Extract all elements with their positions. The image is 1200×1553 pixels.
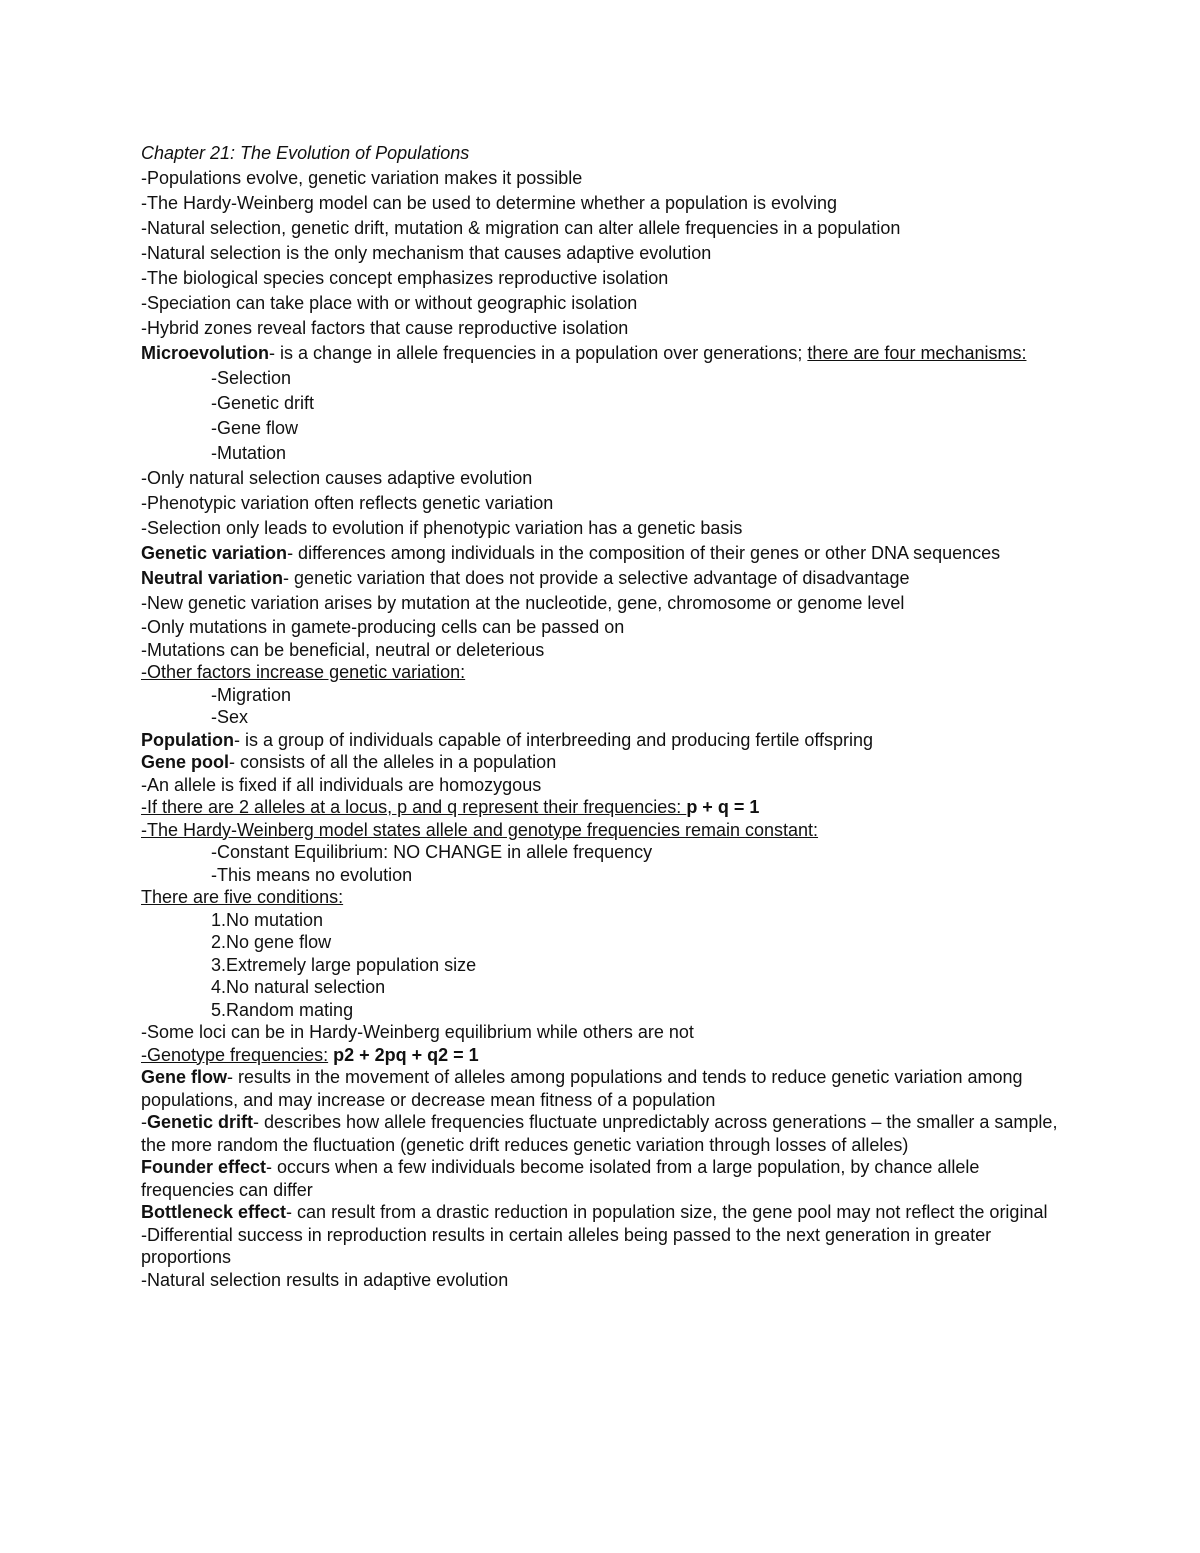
genetic-drift-definition <box>141 1111 1071 1156</box>
founder-effect-definition <box>141 1156 1071 1201</box>
condition-item: 5.Random mating <box>211 999 354 1020</box>
intro-line: -Hybrid zones reveal factors that cause reproductive isolation <box>141 318 629 338</box>
intro-line: -Speciation can take place with or without geographic isolation <box>141 293 638 313</box>
hw-item: -This means no evolution <box>211 864 413 885</box>
underlined-text: there are four mechanisms: <box>807 343 1027 363</box>
note-line: -Some loci can be in Hardy-Weinberg equilibrium while others are not <box>141 1022 694 1042</box>
definition: - is a group of individuals capable of interbreeding and producing fertile offspring <box>234 729 874 750</box>
gene-pool-definition <box>141 751 1071 774</box>
definition: - is a change in allele frequencies in a population over generations; <box>269 343 808 363</box>
term: Genetic drift <box>147 1112 254 1132</box>
note-line: -Only mutations in gamete-producing cells can be passed on <box>141 617 625 637</box>
term: Founder effect <box>141 1157 267 1177</box>
definition: - can result from a drastic reduction in population size, the gene pool may not reflect the original <box>286 1202 1048 1222</box>
note-line: -Mutations can be beneficial, neutral or deleterious <box>141 639 545 660</box>
underlined-text: -If there are 2 alleles at a locus, p and q represent their frequencies: <box>141 797 687 817</box>
term: Gene flow <box>141 1067 228 1087</box>
note-line: -Phenotypic variation often reflects genetic variation <box>141 493 554 513</box>
gene-flow-definition <box>141 1066 1071 1111</box>
intro-line: -Populations evolve, genetic variation makes it possible <box>141 168 583 188</box>
definition: - consists of all the alleles in a population <box>229 752 557 772</box>
intro-line: -Natural selection, genetic drift, mutation & migration can alter allele frequencies in a population <box>141 218 901 238</box>
two-alleles-line <box>141 796 1071 819</box>
condition-item: 3.Extremely large population size <box>211 954 477 975</box>
condition-item: 1.No mutation <box>211 909 324 930</box>
note-line: -Differential success in reproduction results in certain alleles being passed to the next generation in greater proportions <box>141 1224 992 1267</box>
note-line: -An allele is fixed if all individuals are homozygous <box>141 774 542 795</box>
other-factors-heading: -Other factors increase genetic variation: <box>141 662 466 682</box>
definition: - describes how allele frequencies fluctuate unpredictably across generations – the smaller a sample, the more random the fluctuation (genetic drift reduces genetic variation through losses of alleles) <box>141 1112 1058 1155</box>
condition-item: 2.No gene flow <box>211 932 332 952</box>
genotype-frequencies-line <box>141 1044 1071 1067</box>
term: Neutral variation <box>141 568 284 588</box>
term: Microevolution <box>141 343 270 363</box>
hw-model-heading: -The Hardy-Weinberg model states allele and genotype frequencies remain constant: <box>141 819 819 840</box>
note-line: -Only natural selection causes adaptive evolution <box>141 468 533 488</box>
genetic-variation-definition <box>141 541 1071 566</box>
population-definition <box>141 729 1071 752</box>
intro-line: -Natural selection is the only mechanism that causes adaptive evolution <box>141 243 712 263</box>
bottleneck-effect-definition <box>141 1201 1071 1224</box>
factor-item: -Migration <box>211 684 292 705</box>
definition: - occurs when a few individuals become isolated from a large population, by chance allele frequencies can differ <box>141 1157 980 1200</box>
hw-item: -Constant Equilibrium: NO CHANGE in allele frequency <box>211 842 653 862</box>
definition: - differences among individuals in the composition of their genes or other DNA sequences <box>287 543 1001 563</box>
neutral-variation-definition <box>141 566 1071 591</box>
formula: p + q = 1 <box>686 797 760 817</box>
chapter-title: Chapter 21: The Evolution of Populations <box>141 143 470 163</box>
mechanism-item: -Selection <box>211 368 292 388</box>
note-line: -New genetic variation arises by mutation at the nucleotide, gene, chromosome or genome level <box>141 593 905 613</box>
intro-line: -The biological species concept emphasizes reproductive isolation <box>141 268 669 288</box>
term: Genetic variation <box>141 543 288 563</box>
mechanism-item: -Mutation <box>211 443 287 463</box>
term: Population <box>141 729 234 750</box>
term: Gene pool <box>141 752 230 772</box>
mechanism-item: -Genetic drift <box>211 393 315 413</box>
note-line: -Natural selection results in adaptive evolution <box>141 1269 509 1290</box>
note-line: -Selection only leads to evolution if phenotypic variation has a genetic basis <box>141 518 743 538</box>
definition: - results in the movement of alleles among populations and tends to reduce genetic variation among populations, and may increase or decrease mean fitness of a population <box>141 1067 1023 1110</box>
formula: p2 + 2pq + q2 = 1 <box>328 1044 479 1065</box>
factor-item: -Sex <box>211 707 249 727</box>
prefix: - <box>141 1112 147 1132</box>
conditions-heading: There are five conditions: <box>141 887 344 907</box>
definition: - genetic variation that does not provide a selective advantage of disadvantage <box>283 568 910 588</box>
document-page <box>141 141 1071 1291</box>
underlined-text: -Genotype frequencies: <box>141 1044 329 1065</box>
mechanism-item: -Gene flow <box>211 418 299 438</box>
microevolution-definition <box>141 341 1071 366</box>
condition-item: 4.No natural selection <box>211 977 386 997</box>
term: Bottleneck effect <box>141 1202 287 1222</box>
intro-line: -The Hardy-Weinberg model can be used to determine whether a population is evolving <box>141 193 838 213</box>
